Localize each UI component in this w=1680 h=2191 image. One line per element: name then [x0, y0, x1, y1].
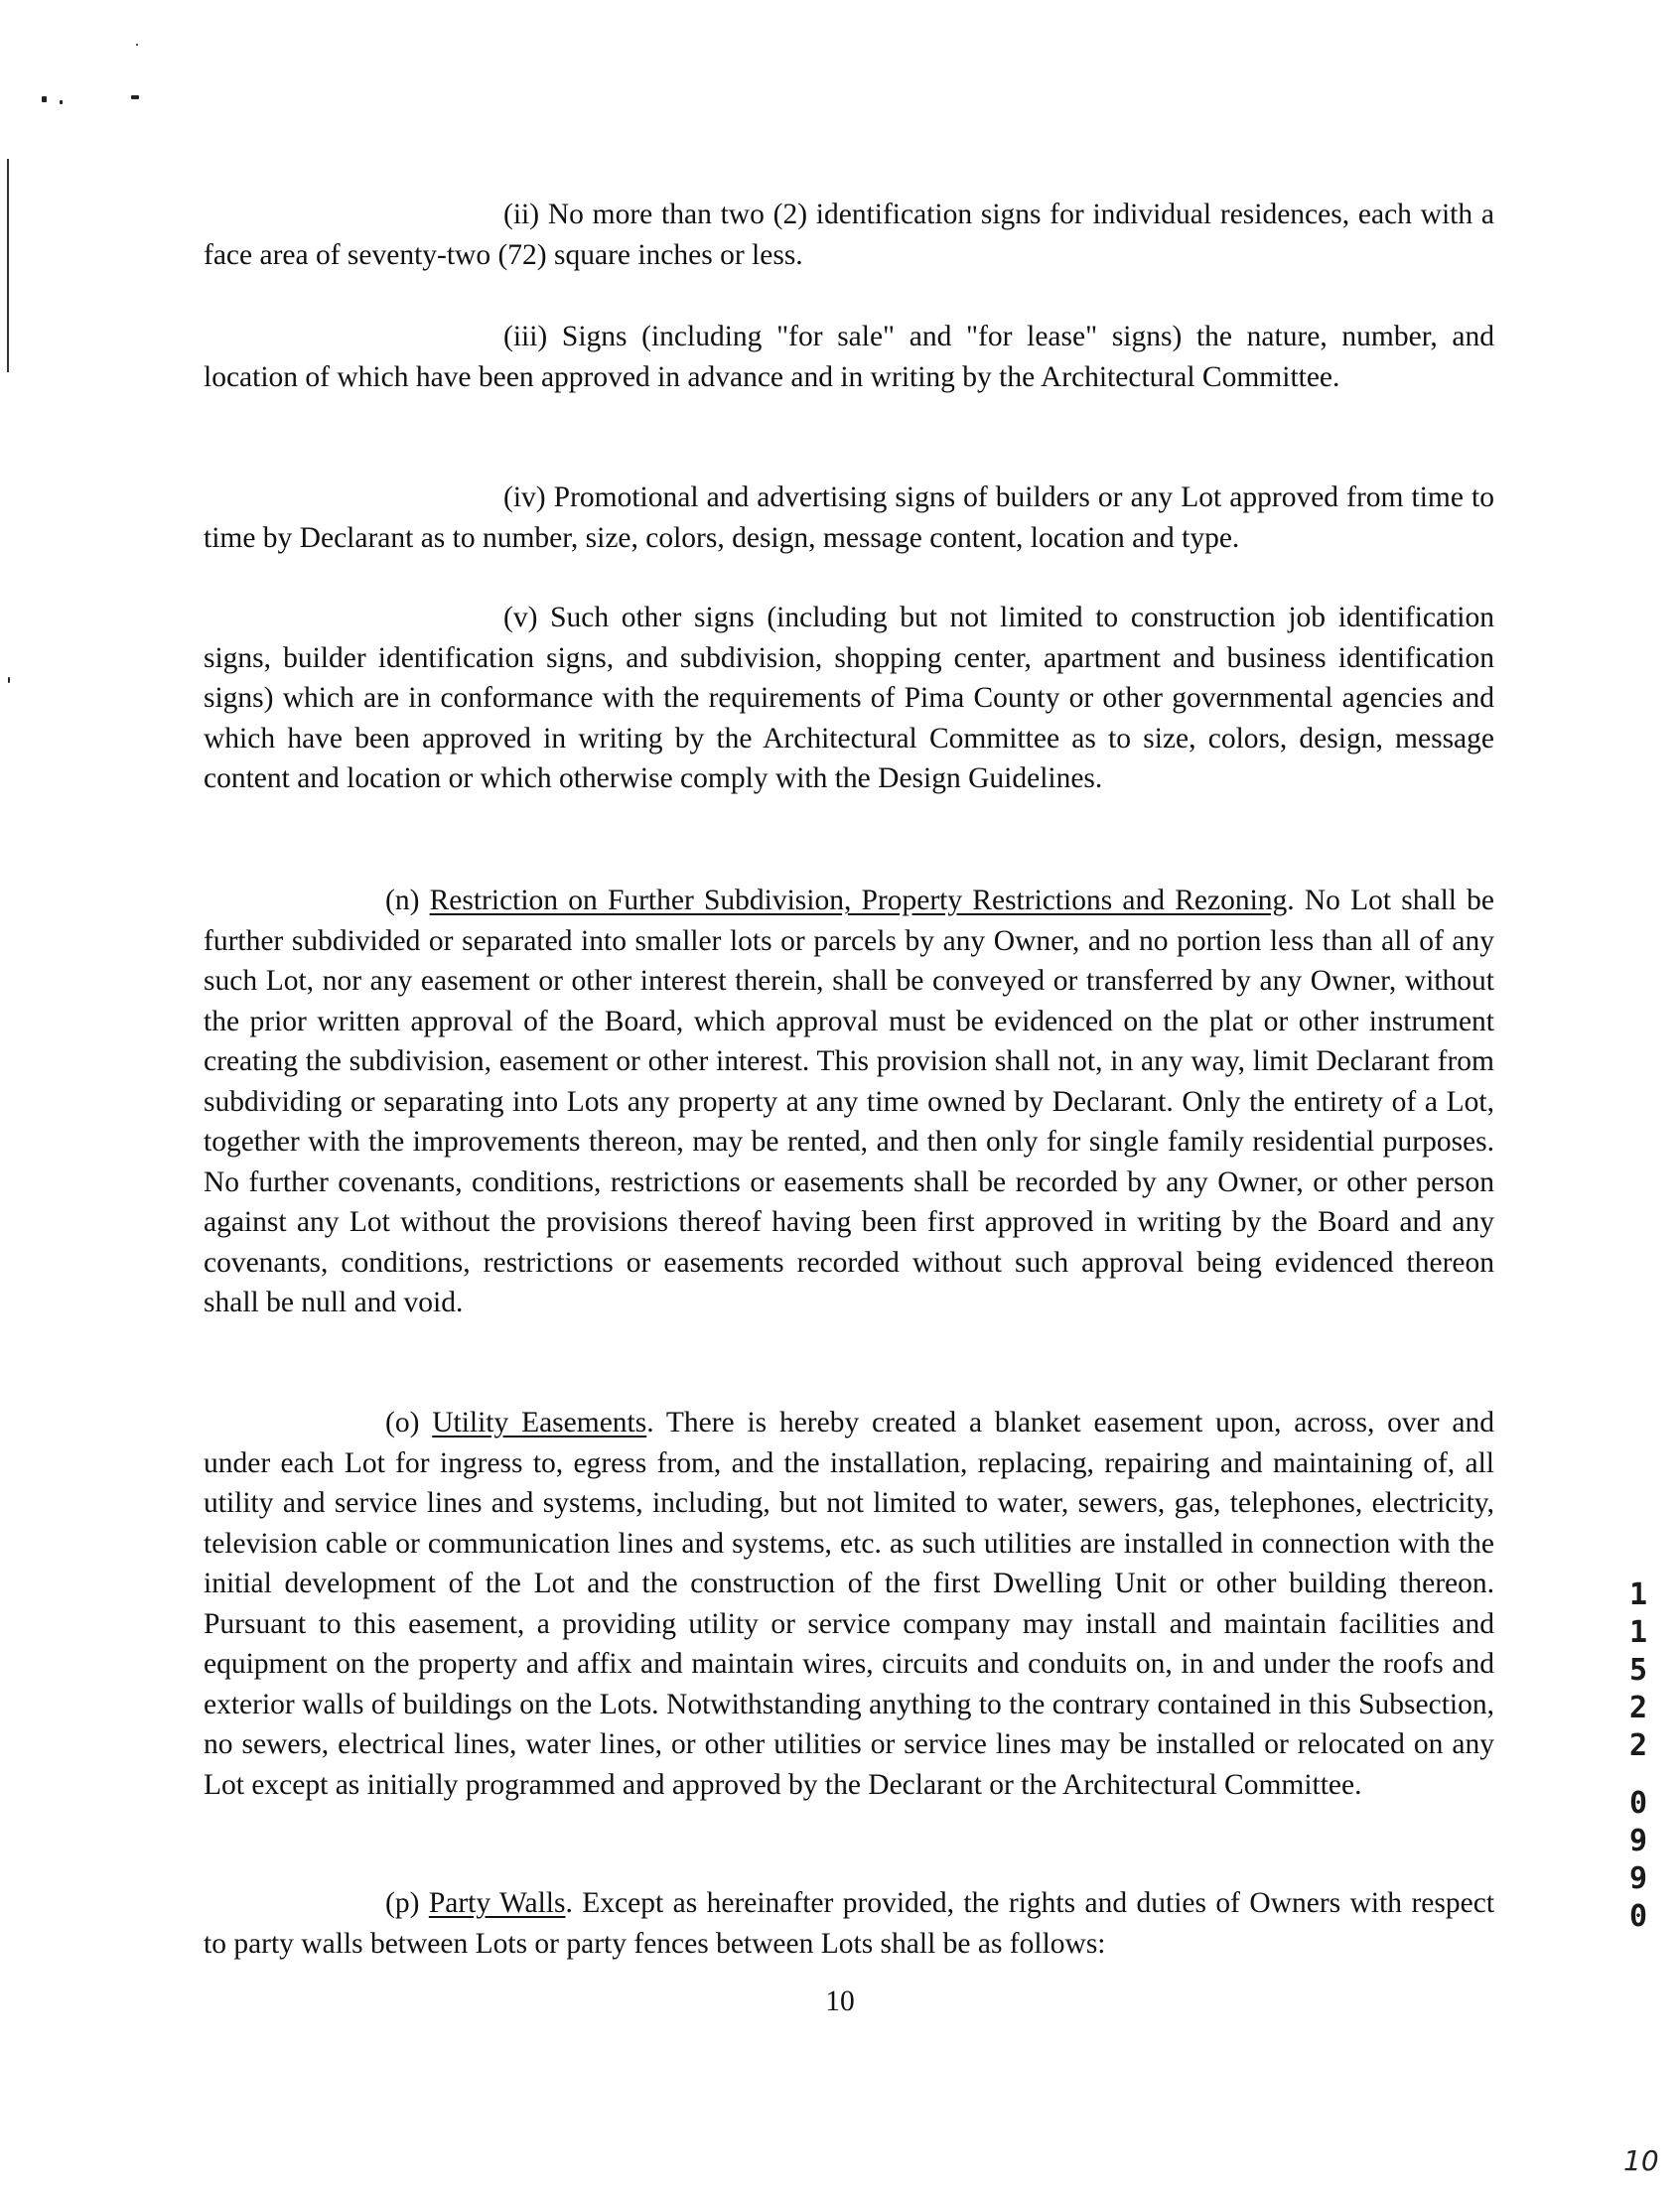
scan-speck — [131, 95, 139, 99]
paragraph-ii: (ii) No more than two (2) identification signs for individual residences, each with a face area of seventy-two (72) square inches or less. — [204, 199, 1494, 271]
paragraph-iii: (iii) Signs (including "for sale" and "for lease" signs) the nature, number, and location of which have been approved in advance and in writing by the Architectural Committee. — [204, 321, 1494, 393]
stamp-digit: 1 — [1628, 1615, 1648, 1650]
section-o-label: (o) — [385, 1407, 420, 1438]
stamp-digit: 9 — [1628, 1861, 1648, 1896]
section-n-heading: Restriction on Further Subdivision, Property Restrictions and Rezoning — [429, 885, 1288, 916]
section-o-body: . There is hereby created a blanket easement upon, across, over and under each Lot for ingress to, egress from, and the installation, replacing, repairing and maintaining of, all utility and service lines and systems, including, but not limited to water, sewers, gas, telephones, electricity, television cable or communication lines and systems, etc. as such utilities are installed in connection with the initial development of the Lot and the construction of the first Dwelling Unit or other building thereon. Pursuant to this easement, a providing utility or service company may install and maintain facilities and equipment on the property and affix and maintain wires, circuits and conduits on, in and under the roofs and exterior walls of buildings on the Lots. Notwithstanding anything to the contrary contained in this Subsection, no sewers, electrical lines, water lines, or other utilities or service lines may be installed or relocated on any Lot except as initially programmed and approved by the Declarant or the Architectural Committee. — [204, 1407, 1494, 1801]
section-p-heading: Party Walls — [428, 1887, 566, 1919]
stamp-digit: 9 — [1628, 1824, 1648, 1858]
stamp-gap — [1618, 1765, 1658, 1785]
section-n — [204, 881, 1494, 1323]
stamp-digit: 0 — [1628, 1899, 1648, 1934]
scan-speck — [8, 677, 10, 683]
recording-stamp — [1618, 1576, 1658, 1936]
paragraph-v: (v) Such other signs (including but not limited to construction job identification signs, builder identification signs, and subdivision, shopping center, apartment and business identification signs) which are in conformance with the requirements of Pima County or other governmental agencies and which have been approved in writing by the Architectural Committee as to size, colors, design, message content and location or which otherwise comply with the Design Guidelines. — [204, 602, 1494, 794]
section-p-body: . Except as hereinafter provided, the rights and duties of Owners with respect to party walls between Lots or party fences between Lots shall be as follows: — [204, 1887, 1495, 1960]
section-o-heading: Utility Easements — [432, 1407, 647, 1438]
stamp-digit: 2 — [1628, 1728, 1648, 1763]
handwritten-page-mark: 10 — [1623, 2144, 1659, 2177]
section-p-label: (p) — [385, 1887, 420, 1919]
scan-speck — [60, 100, 63, 104]
scan-speck — [42, 96, 47, 102]
scan-speck — [136, 44, 138, 46]
page-number: 10 — [825, 1986, 855, 2017]
stamp-digit: 2 — [1628, 1691, 1648, 1725]
section-o — [204, 1403, 1494, 1805]
stamp-digit: 0 — [1628, 1786, 1648, 1821]
section-n-label: (n) — [385, 885, 420, 916]
paragraph-iv: (iv) Promotional and advertising signs of builders or any Lot approved from time to time by Declarant as to number, size, colors, design, message content, location and type. — [204, 481, 1494, 554]
stamp-digit: 1 — [1628, 1577, 1648, 1612]
stamp-digit: 5 — [1628, 1653, 1648, 1688]
section-p — [204, 1883, 1494, 1964]
scan-margin-line — [7, 159, 9, 372]
section-n-body: . No Lot shall be further subdivided or separated into smaller lots or parcels by any Owner, and no portion less than all of any such Lot, nor any easement or other interest therein, shall be conveyed or transferred by any Owner, without the prior written approval of the Board, which approval must be evidenced on the plat or other instrument creating the subdivision, easement or other interest. This provision shall not, in any way, limit Declarant from subdividing or separating into Lots any property at any time owned by Declarant. Only the entirety of a Lot, together with the improvements thereon, may be rented, and then only for single family residential purposes. No further covenants, conditions, restrictions or easements shall be recorded by any Owner, or other person against any Lot without the provisions thereof having been first approved in writing by the Board and any covenants, conditions, restrictions or easements recorded without such approval being evidenced thereon shall be null and void. — [204, 885, 1495, 1318]
